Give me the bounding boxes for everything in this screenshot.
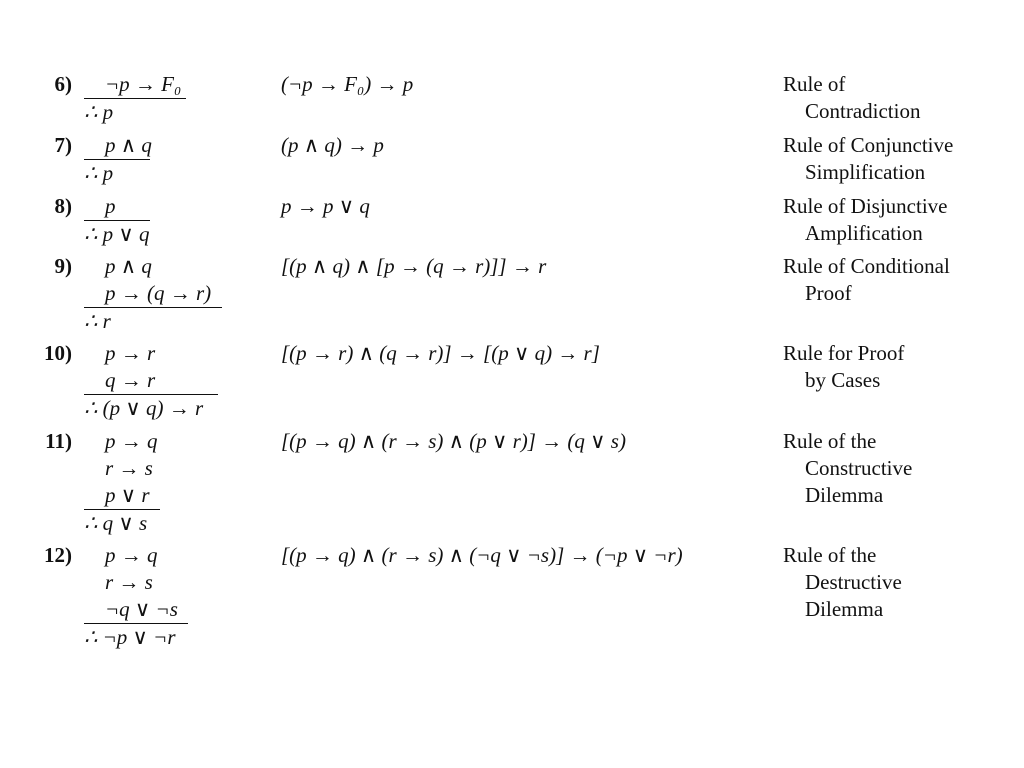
tautology: [(p → q) ∧ (r → s) ∧ (p ∨ r)] → (q ∨ s): [281, 429, 626, 453]
argument-form: [84, 542, 188, 651]
rule-name-line: Rule for Proof: [783, 341, 905, 365]
rule-name-line: Contradiction: [805, 99, 921, 123]
rule-name-line: Rule of Disjunctive: [783, 194, 948, 218]
premise: p → q: [105, 429, 158, 453]
rule-name: [783, 542, 902, 623]
conclusion: ∴ p: [84, 161, 114, 185]
rule-number: 6): [54, 72, 72, 96]
rule-number: 8): [54, 194, 72, 218]
rule-number: 10): [44, 341, 72, 365]
premise: p → q: [105, 543, 158, 567]
premise: p ∧ q: [105, 254, 152, 278]
conclusion: ∴ ¬p ∨ ¬r: [84, 625, 176, 649]
argument-form: [84, 71, 186, 126]
rule-name-line: Dilemma: [805, 597, 884, 621]
tautology: (¬p → F₀) → p: [281, 72, 414, 96]
premise: p → (q → r): [105, 281, 212, 305]
rule-name-line: Rule of the: [783, 543, 877, 567]
rule-name: [783, 340, 904, 394]
rule-name: [783, 193, 947, 247]
rule-name: [783, 132, 953, 186]
premise: ¬p → F₀: [105, 72, 182, 96]
premise: p ∧ q: [105, 133, 152, 157]
conclusion: ∴ p ∨ q: [84, 222, 150, 246]
rule-number: 7): [54, 133, 72, 157]
rule-number: 12): [44, 543, 72, 567]
tautology: (p ∧ q) → p: [281, 133, 384, 157]
rule-name-line: Rule of the: [783, 429, 877, 453]
premise: p → r: [105, 341, 156, 365]
conclusion: ∴ p: [84, 100, 114, 124]
argument-form: [84, 132, 152, 187]
premise: r → s: [105, 456, 153, 480]
conclusion: ∴ r: [84, 309, 111, 333]
argument-form: [84, 428, 160, 537]
premise: q → r: [105, 368, 156, 392]
rule-name-line: Simplification: [805, 160, 926, 184]
argument-form: [84, 253, 222, 335]
premise: p: [105, 194, 116, 218]
rule-name-line: Proof: [805, 281, 852, 305]
rule-name-line: Constructive: [805, 456, 913, 480]
rule-name-line: Rule of Conjunctive: [783, 133, 954, 157]
rule-name: [783, 428, 912, 509]
rule-name: [783, 71, 920, 125]
rule-name-line: Amplification: [805, 221, 923, 245]
rule-number: 9): [54, 254, 72, 278]
rule-number: 11): [45, 429, 72, 453]
rule-name-line: Destructive: [805, 570, 902, 594]
tautology: [(p → r) ∧ (q → r)] → [(p ∨ q) → r]: [281, 341, 600, 365]
rule-name-line: Rule of: [783, 72, 846, 96]
argument-form: [84, 193, 150, 248]
conclusion: ∴ (p ∨ q) → r: [84, 396, 204, 420]
rule-name: [783, 253, 950, 307]
tautology: p → p ∨ q: [281, 194, 370, 218]
premise: p ∨ r: [105, 483, 150, 507]
conclusion: ∴ q ∨ s: [84, 511, 148, 535]
rule-name-line: by Cases: [805, 368, 881, 392]
premise: r → s: [105, 570, 153, 594]
argument-form: [84, 340, 218, 422]
tautology: [(p → q) ∧ (r → s) ∧ (¬q ∨ ¬s)] → (¬p ∨ ¬r): [281, 543, 683, 567]
rule-name-line: Dilemma: [805, 483, 884, 507]
tautology: [(p ∧ q) ∧ [p → (q → r)]] → r: [281, 254, 547, 278]
rule-name-line: Rule of Conditional: [783, 254, 950, 278]
premise: ¬q ∨ ¬s: [105, 597, 178, 621]
